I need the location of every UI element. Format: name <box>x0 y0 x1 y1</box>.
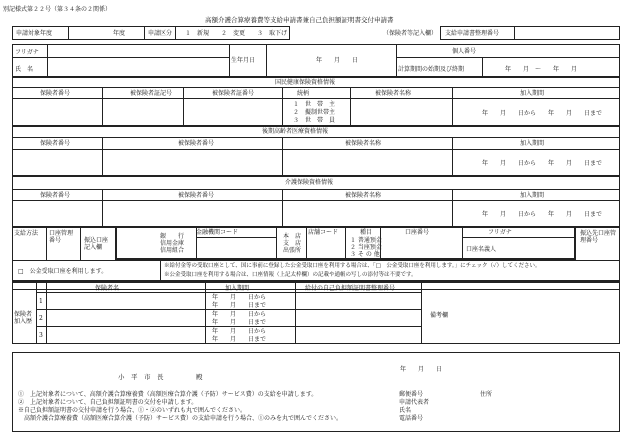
period-label: 計算期間の始期及び終期 <box>398 66 465 73</box>
form-title: 高額介護合算療養費等支給申請書兼自己負担額証明書交付申請書 <box>205 16 394 24</box>
representative-label: 申請代表者 <box>399 399 430 406</box>
period-value[interactable]: 年 月 ～ 年 月 <box>505 66 578 73</box>
phone-label: 電話番号 <box>399 415 424 422</box>
elderly-section-title: 後期高齢者医療資格情報 <box>262 128 329 135</box>
history-period-from[interactable]: 年 月 日から <box>212 328 267 335</box>
name-label: 氏 名 <box>15 66 34 73</box>
application-type-label: 申請区分 <box>148 30 173 37</box>
history-period-to[interactable]: 年 月 日まで <box>212 319 267 326</box>
receipt-number-label: 支給申請書整理番号 <box>445 30 500 37</box>
birth-date[interactable]: 年 月 日 <box>316 57 359 64</box>
account-mgmt-label: 口座管理番号 <box>49 230 74 244</box>
personal-number-label: 個人番号 <box>452 48 477 55</box>
account-holder-input[interactable] <box>500 238 574 258</box>
account-holder-label: 口座名義人 <box>466 246 497 253</box>
history-row-num: 3 <box>39 332 43 339</box>
history-header-receipt: 給付の自己負担額証明書整理番号 <box>305 285 396 292</box>
bank-types: 銀 行 信用金庫 信用組合 <box>160 233 185 254</box>
care-header-period: 加入期間 <box>520 192 545 199</box>
history-row-num: 1 <box>39 298 43 305</box>
holder-furigana-label: フリガナ <box>488 229 512 236</box>
history-header-insurer: 保険者名 <box>95 285 120 292</box>
addressee: 小 平 市 長 殿 <box>118 373 203 381</box>
nhi-period-value[interactable]: 年 月 日から 年 月 日まで <box>482 110 603 117</box>
elderly-header-period: 加入期間 <box>520 140 545 147</box>
transfer-account-label: 振込口座記入欄 <box>84 237 109 251</box>
furigana-label: フリガナ <box>15 49 39 56</box>
relation-option-member[interactable]: ３ 世 帯 員 <box>293 117 336 124</box>
form-number: 別記様式第２２号（第３４条の２関係） <box>3 6 112 13</box>
furigana-input[interactable] <box>49 45 227 56</box>
declaration-note2: 高額介護合算療養費（高額医療合算介護（予防）サービス費）の支給申請を行う場合、①のみを丸で囲んでください。 <box>18 415 343 422</box>
declaration-line2: ② 上記対象者について、自己負担額証明書の交付を申請します。 <box>18 399 198 406</box>
applicant-name-label: 氏名 <box>399 407 412 414</box>
account-number-label: 口座番号 <box>405 229 430 236</box>
declaration-date[interactable]: 年 月 日 <box>400 366 443 373</box>
address-label: 住所 <box>480 391 493 398</box>
nhi-header-period: 加入期間 <box>520 90 545 97</box>
account-type-current[interactable]: ２ 当座預金 <box>350 244 382 251</box>
elderly-header-insurer: 保険者番号 <box>40 140 71 147</box>
care-header-insurer: 保険者番号 <box>40 192 71 199</box>
nhi-header-insurer: 保険者番号 <box>40 90 71 97</box>
branch-code-label: 店舗コード <box>308 229 339 236</box>
fiscal-year-unit: 年度 <box>113 30 126 37</box>
declaration-note1: ※自己負担額証明書の交付申請を行う場合、①・②のいずれも丸で囲んでください。 <box>18 407 247 414</box>
account-type-other[interactable]: ３ そ の 他 <box>350 251 380 258</box>
nhi-section-title: 国民健康保険資格情報 <box>275 79 336 86</box>
declaration-line1: ① 上記対象者について、高額介護合算療養費（高額医療合算介護（予防）サービス費）の支給を申請します。 <box>18 391 318 398</box>
relation-option-deemed[interactable]: ２ 擬制世帯主 <box>293 109 336 116</box>
payment-method-label: 支給方法 <box>14 230 39 237</box>
fiscal-year-label: 申請対象年度 <box>16 30 53 37</box>
nhi-header-symbol: 被保険者証記号 <box>130 90 173 97</box>
option-new[interactable]: １ 新規 <box>185 30 210 37</box>
option-withdraw[interactable]: ３ 取下げ <box>257 30 288 37</box>
history-side-label: 保険者 加入歴 <box>14 311 33 325</box>
elderly-period-value[interactable]: 年 月 日から 年 月 日まで <box>482 160 603 167</box>
remarks-label: 備考欄 <box>430 312 449 319</box>
branch-types: 本 店 支 店 出張所 <box>283 233 302 254</box>
care-section-title: 介護保険資格情報 <box>285 179 334 186</box>
postal-label: 郵便番号 <box>399 391 424 398</box>
history-header-period: 加入期間 <box>225 285 250 292</box>
history-period-to[interactable]: 年 月 日まで <box>212 302 267 309</box>
bank-code-label: 金融機関コード <box>196 229 239 236</box>
nhi-header-number: 被保険者証番号 <box>212 90 255 97</box>
insurer-fill-label: （保険者等記入欄） <box>383 30 438 37</box>
receipt-number-input[interactable] <box>516 27 618 39</box>
account-number-input[interactable] <box>382 237 460 258</box>
relation-option-head[interactable]: １ 世 帯 主 <box>293 101 336 108</box>
history-row-num: 2 <box>39 315 43 322</box>
care-period-value[interactable]: 年 月 日から 年 月 日まで <box>482 211 603 218</box>
dest-mgmt-label: 振込先口座管理番号 <box>580 230 617 244</box>
public-account-note1: ※給付金等の受取口座として、国に事前に登録した公金受取口座を利用する場合は、「□ 公金受取口座を利用します。」にチェック（✓）してください。 <box>164 263 541 269</box>
public-account-checkbox[interactable]: □ 公金受取口座を利用します。 <box>18 268 108 275</box>
name-input[interactable] <box>49 58 227 75</box>
public-account-note2: ※公金受取口座を利用する場合は、口座情報（上記太枠欄）の記載や通帳の写しの添付等は不要です。 <box>164 272 417 278</box>
history-period-from[interactable]: 年 月 日から <box>212 294 267 301</box>
account-type-label: 種目 <box>360 229 373 236</box>
birth-label: 生年月日 <box>231 57 256 64</box>
elderly-header-name: 被保険者名称 <box>345 140 382 147</box>
bank-code-input[interactable] <box>196 238 276 258</box>
history-period-from[interactable]: 年 月 日から <box>212 311 267 318</box>
nhi-header-relation: 続柄 <box>297 90 310 97</box>
care-header-name: 被保険者名称 <box>345 192 382 199</box>
remarks-input[interactable] <box>460 284 618 342</box>
account-type-ordinary[interactable]: １ 普通預金 <box>350 237 382 244</box>
care-header-number: 被保険者番号 <box>178 192 215 199</box>
nhi-header-name: 被保険者名称 <box>375 90 412 97</box>
history-period-to[interactable]: 年 月 日まで <box>212 336 267 343</box>
option-change[interactable]: ２ 変更 <box>221 30 246 37</box>
elderly-header-number: 被保険者番号 <box>178 140 215 147</box>
